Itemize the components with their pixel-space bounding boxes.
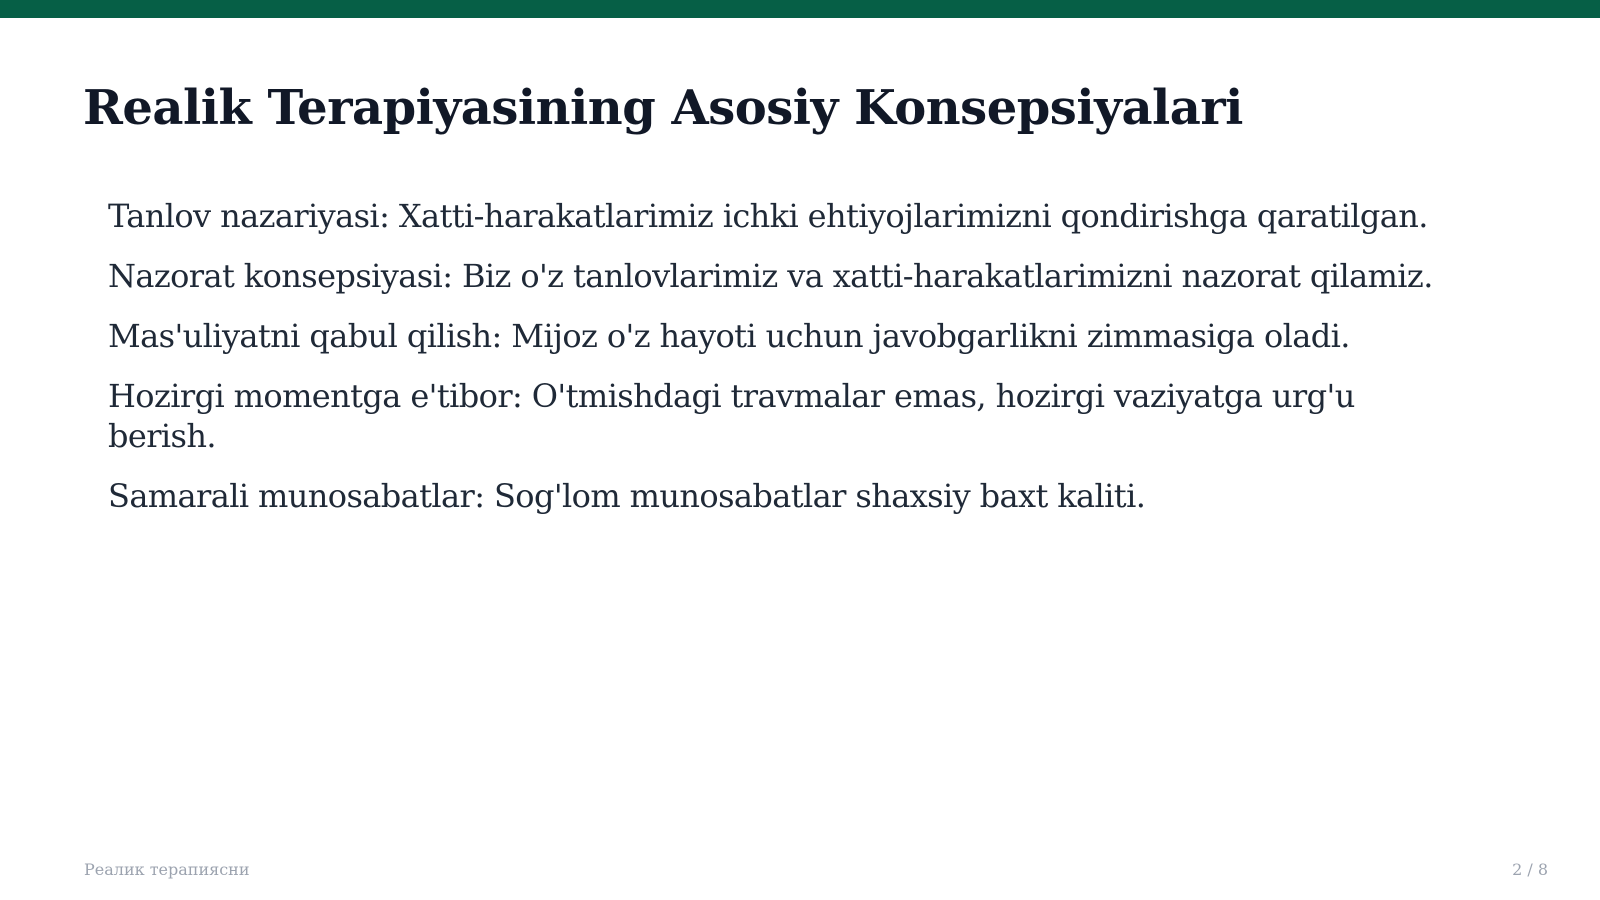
bullet-item: Tanlov nazariyasi: Xatti-harakatlarimiz ichki ehtiyojlarimizni qondirishga qaratilgan. (108, 197, 1428, 235)
bullet-list (108, 196, 1508, 536)
bullet-item: Nazorat konsepsiyasi: Biz o'z tanlovlarimiz va xatti-harakatlarimizni nazorat qilamiz. (108, 257, 1433, 295)
accent-bar (0, 0, 1600, 18)
footer-deck-title: Реалик терапиясни (84, 860, 250, 879)
bullet-item: Mas'uliyatni qabul qilish: Mijoz o'z hayoti uchun javobgarlikni zimmasiga oladi. (108, 317, 1350, 355)
slide-title: Realik Terapiyasining Asosiy Konsepsiyalari (83, 80, 1243, 136)
bullet-item: Samarali munosabatlar: Sog'lom munosabatlar shaxsiy baxt kaliti. (108, 477, 1146, 515)
page-indicator: 2 / 8 (1512, 860, 1548, 879)
bullet-item: Hozirgi momentga e'tibor: O'tmishdagi travmalar emas, hozirgi vaziyatga urg'u berish. (108, 377, 1355, 455)
